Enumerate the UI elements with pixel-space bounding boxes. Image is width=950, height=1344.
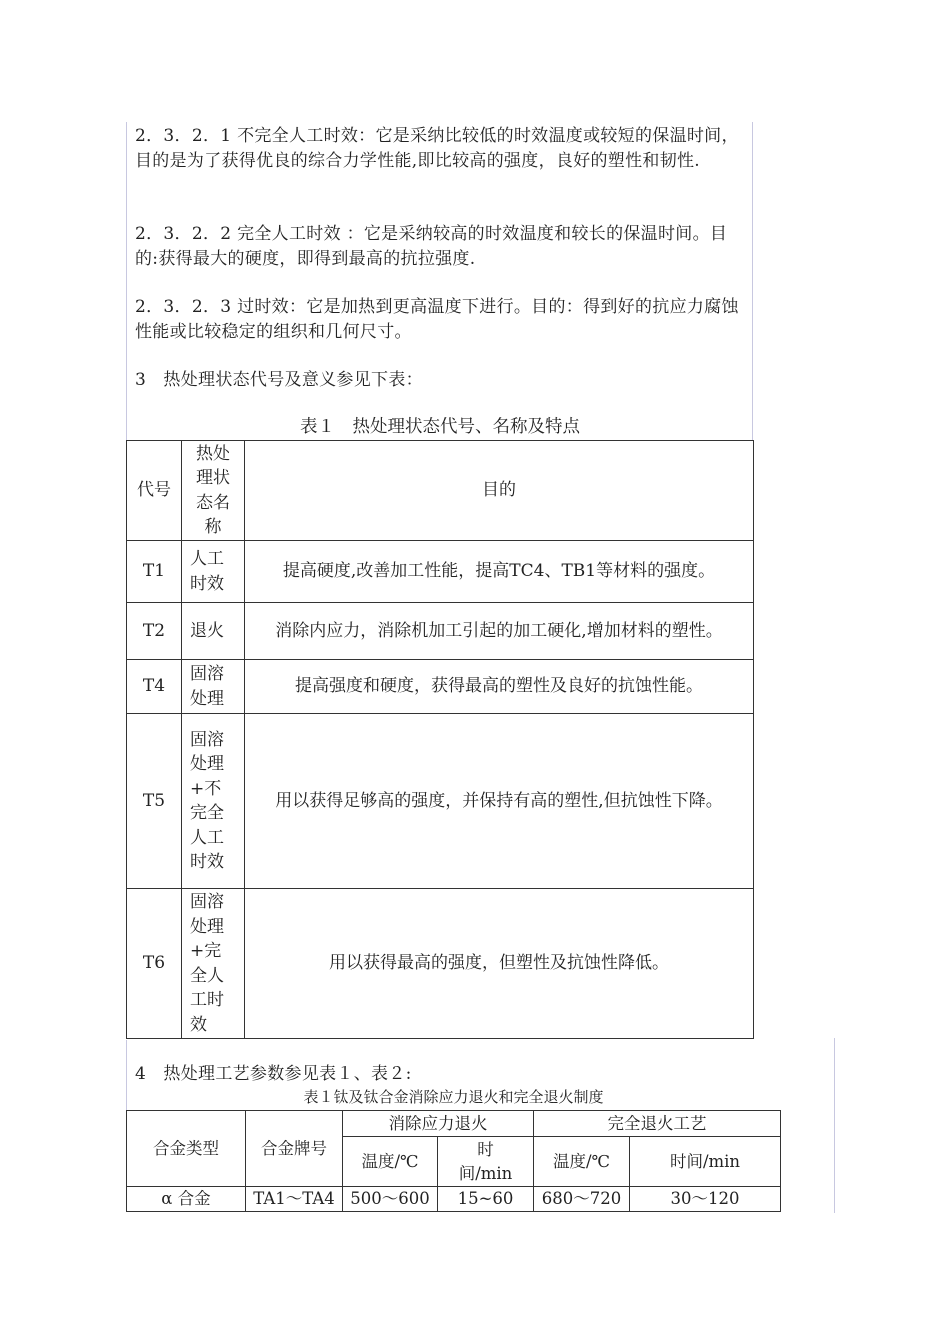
code-cell: T2	[127, 603, 182, 660]
header-temp-stress: 温度/℃	[343, 1137, 438, 1187]
state-name-cell: 固溶处理	[182, 660, 245, 714]
table2-caption: 表１钛及钛合金消除应力退火和完全退火制度	[303, 1088, 604, 1106]
table-row	[127, 660, 754, 714]
right-margin-line	[752, 122, 753, 440]
header-temp-full: 温度/℃	[534, 1137, 630, 1187]
paragraph-2-3-2-2: 2．3．2．2 完全人工时效 ：它是采纳较高的时效温度和较长的保温时间。目的:获得最大的硬度，即得到最高的抗拉强度.	[135, 224, 728, 269]
header-alloy-grade: 合金牌号	[246, 1111, 343, 1187]
heat-treatment-state-table	[126, 440, 754, 1039]
table-row	[127, 603, 754, 660]
state-name-cell: 固溶处理+完全人工时效	[182, 889, 245, 1039]
alloy-type-cell: α 合金	[127, 1187, 246, 1212]
header-alloy-type: 合金类型	[127, 1111, 246, 1187]
right-edge-line	[834, 1038, 835, 1213]
table-header-row	[127, 1111, 781, 1137]
table-header-row	[127, 441, 754, 541]
code-cell: T1	[127, 541, 182, 603]
header-time-full: 时间/min	[630, 1137, 781, 1187]
header-time-stress: 时间/min	[438, 1137, 534, 1187]
table-row	[127, 889, 754, 1039]
code-cell: T5	[127, 714, 182, 889]
header-stress-relief: 消除应力退火	[343, 1111, 534, 1137]
state-name-cell: 退火	[182, 603, 245, 660]
table1-caption: 表１ 热处理状态代号、名称及特点	[300, 417, 580, 437]
purpose-cell: 消除内应力，消除机加工引起的加工硬化,增加材料的塑性。	[245, 603, 754, 660]
state-name-cell: 人工时效	[182, 541, 245, 603]
annealing-table	[126, 1110, 781, 1212]
alloy-grade-cell: TA1～TA4	[246, 1187, 343, 1212]
table-row	[127, 541, 754, 603]
purpose-cell: 用以获得足够高的强度，并保持有高的塑性,但抗蚀性下降。	[245, 714, 754, 889]
time-full-cell: 30～120	[630, 1187, 781, 1212]
table-row	[127, 714, 754, 889]
purpose-cell: 提高强度和硬度，获得最高的塑性及良好的抗蚀性能。	[245, 660, 754, 714]
time-stress-cell: 15~60	[438, 1187, 534, 1212]
state-name-cell: 固溶处理+不完全人工时效	[182, 714, 245, 889]
temp-full-cell: 680～720	[534, 1187, 630, 1212]
purpose-cell: 提高硬度,改善加工性能，提高TC4、TB1等材料的强度。	[245, 541, 754, 603]
code-cell: T6	[127, 889, 182, 1039]
left-margin-line	[126, 122, 127, 440]
header-code: 代号	[127, 441, 182, 541]
purpose-cell: 用以获得最高的强度，但塑性及抗蚀性降低。	[245, 889, 754, 1039]
header-state-name: 热处理状态名称	[182, 441, 245, 541]
header-full-anneal: 完全退火工艺	[534, 1111, 781, 1137]
header-purpose: 目的	[245, 441, 754, 541]
table-row	[127, 1187, 781, 1212]
paragraph-2-3-2-1: 2．3．2．1 不完全人工时效：它是采纳比较低的时效温度或较短的保温时间，目的是为了获得优良的综合力学性能,即比较高的强度，良好的塑性和韧性.	[135, 126, 739, 171]
paragraph-2-3-2-3: 2．3．2．3 过时效：它是加热到更高温度下进行。目的：得到好的抗应力腐蚀性能或比较稳定的组织和几何尺寸。	[135, 297, 739, 342]
code-cell: T4	[127, 660, 182, 714]
section-4-heading: 4 热处理工艺参数参见表１、表２:	[135, 1064, 412, 1084]
section-3-heading: 3 热处理状态代号及意义参见下表：	[135, 370, 423, 390]
temp-stress-cell: 500～600	[343, 1187, 438, 1212]
